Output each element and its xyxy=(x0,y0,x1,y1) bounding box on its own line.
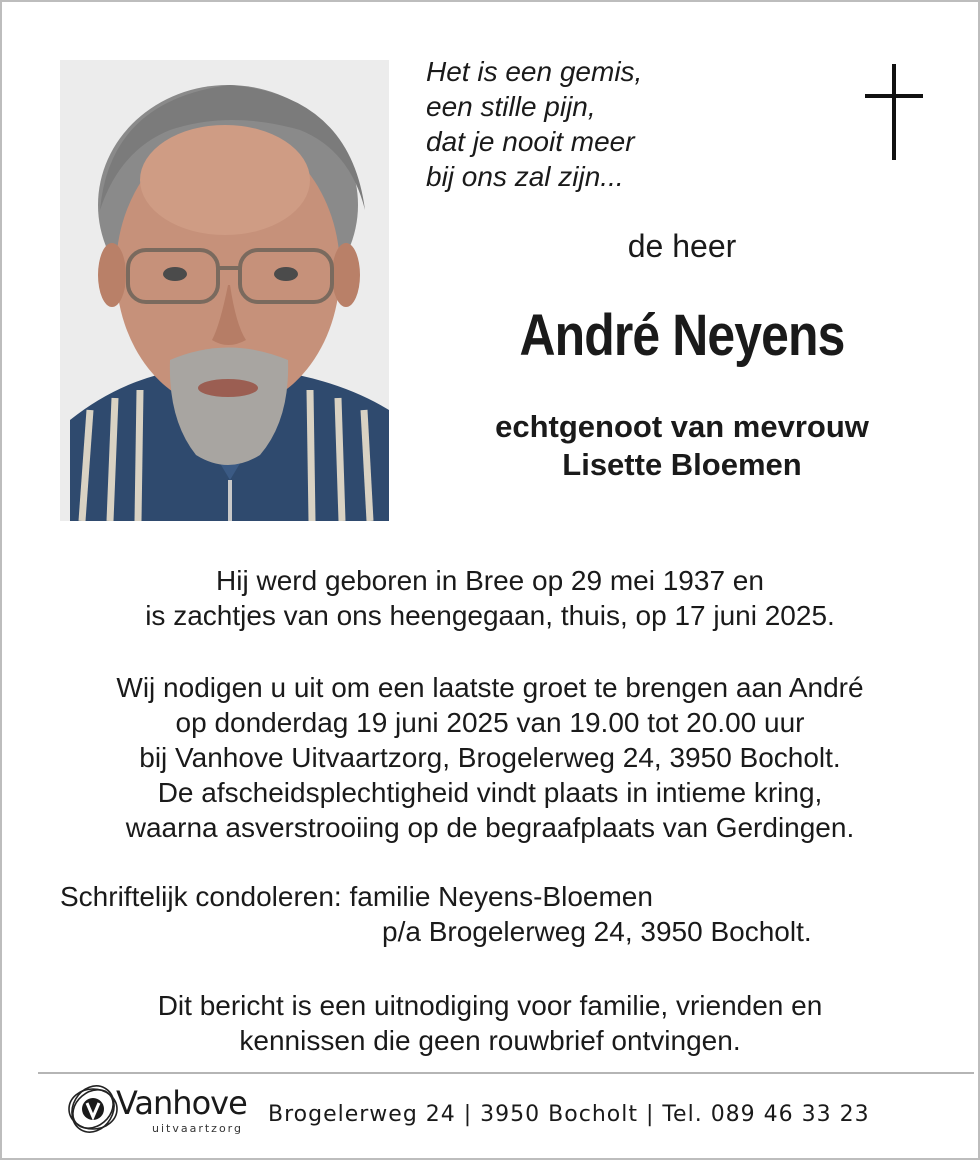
honorific: de heer xyxy=(627,228,737,264)
condolence-line: Schriftelijk condoleren: familie Neyens-Bloemen xyxy=(60,881,653,912)
logo-subtitle: uitvaartzorg xyxy=(152,1122,243,1135)
vanhove-logo-icon xyxy=(66,1082,120,1136)
spouse-name: Lisette Bloemen xyxy=(562,447,802,482)
deceased-name: André Neyens xyxy=(519,303,845,368)
poem xyxy=(426,54,786,194)
cross-icon xyxy=(865,64,923,160)
footer-divider xyxy=(38,1072,974,1074)
spouse-line: echtgenoot van mevrouw xyxy=(495,409,869,444)
notice-paragraph xyxy=(2,988,978,1058)
paragraph-line: Dit bericht is een uitnodiging voor familie, vrienden en xyxy=(157,990,823,1021)
paragraph-line: Hij werd geboren in Bree op 29 mei 1937 en xyxy=(216,565,764,596)
condolence-address: p/a Brogelerweg 24, 3950 Bocholt. xyxy=(382,916,812,947)
poem-line: bij ons zal zijn... xyxy=(426,161,624,192)
paragraph-line: is zachtjes van ons heengegaan, thuis, op 17 juni 2025. xyxy=(145,600,835,631)
paragraph-line: Wij nodigen u uit om een laatste groet te brengen aan André xyxy=(116,672,864,703)
paragraph-line: op donderdag 19 juni 2025 van 19.00 tot 20.00 uur xyxy=(175,707,805,738)
portrait-photo xyxy=(60,60,389,521)
paragraph-line: kennissen die geen rouwbrief ontvingen. xyxy=(239,1025,741,1056)
birth-death-paragraph xyxy=(2,563,978,633)
poem-line: een stille pijn, xyxy=(426,91,596,122)
logo-name: Vanhove xyxy=(116,1084,247,1122)
footer-contact: Brogelerweg 24 | 3950 Bocholt | Tel. 089 46 33 23 xyxy=(268,1102,870,1127)
invitation-paragraph xyxy=(2,670,978,845)
poem-line: dat je nooit meer xyxy=(426,126,635,157)
paragraph-line: waarna asverstrooiing op de begraafplaats van Gerdingen. xyxy=(125,812,855,843)
paragraph-line: bij Vanhove Uitvaartzorg, Brogelerweg 24, 3950 Bocholt. xyxy=(139,742,841,773)
poem-line: Het is een gemis, xyxy=(426,56,643,87)
paragraph-line: De afscheidsplechtigheid vindt plaats in intieme kring, xyxy=(157,777,823,808)
spouse-info xyxy=(422,408,942,484)
funeral-home-logo xyxy=(66,1080,256,1138)
